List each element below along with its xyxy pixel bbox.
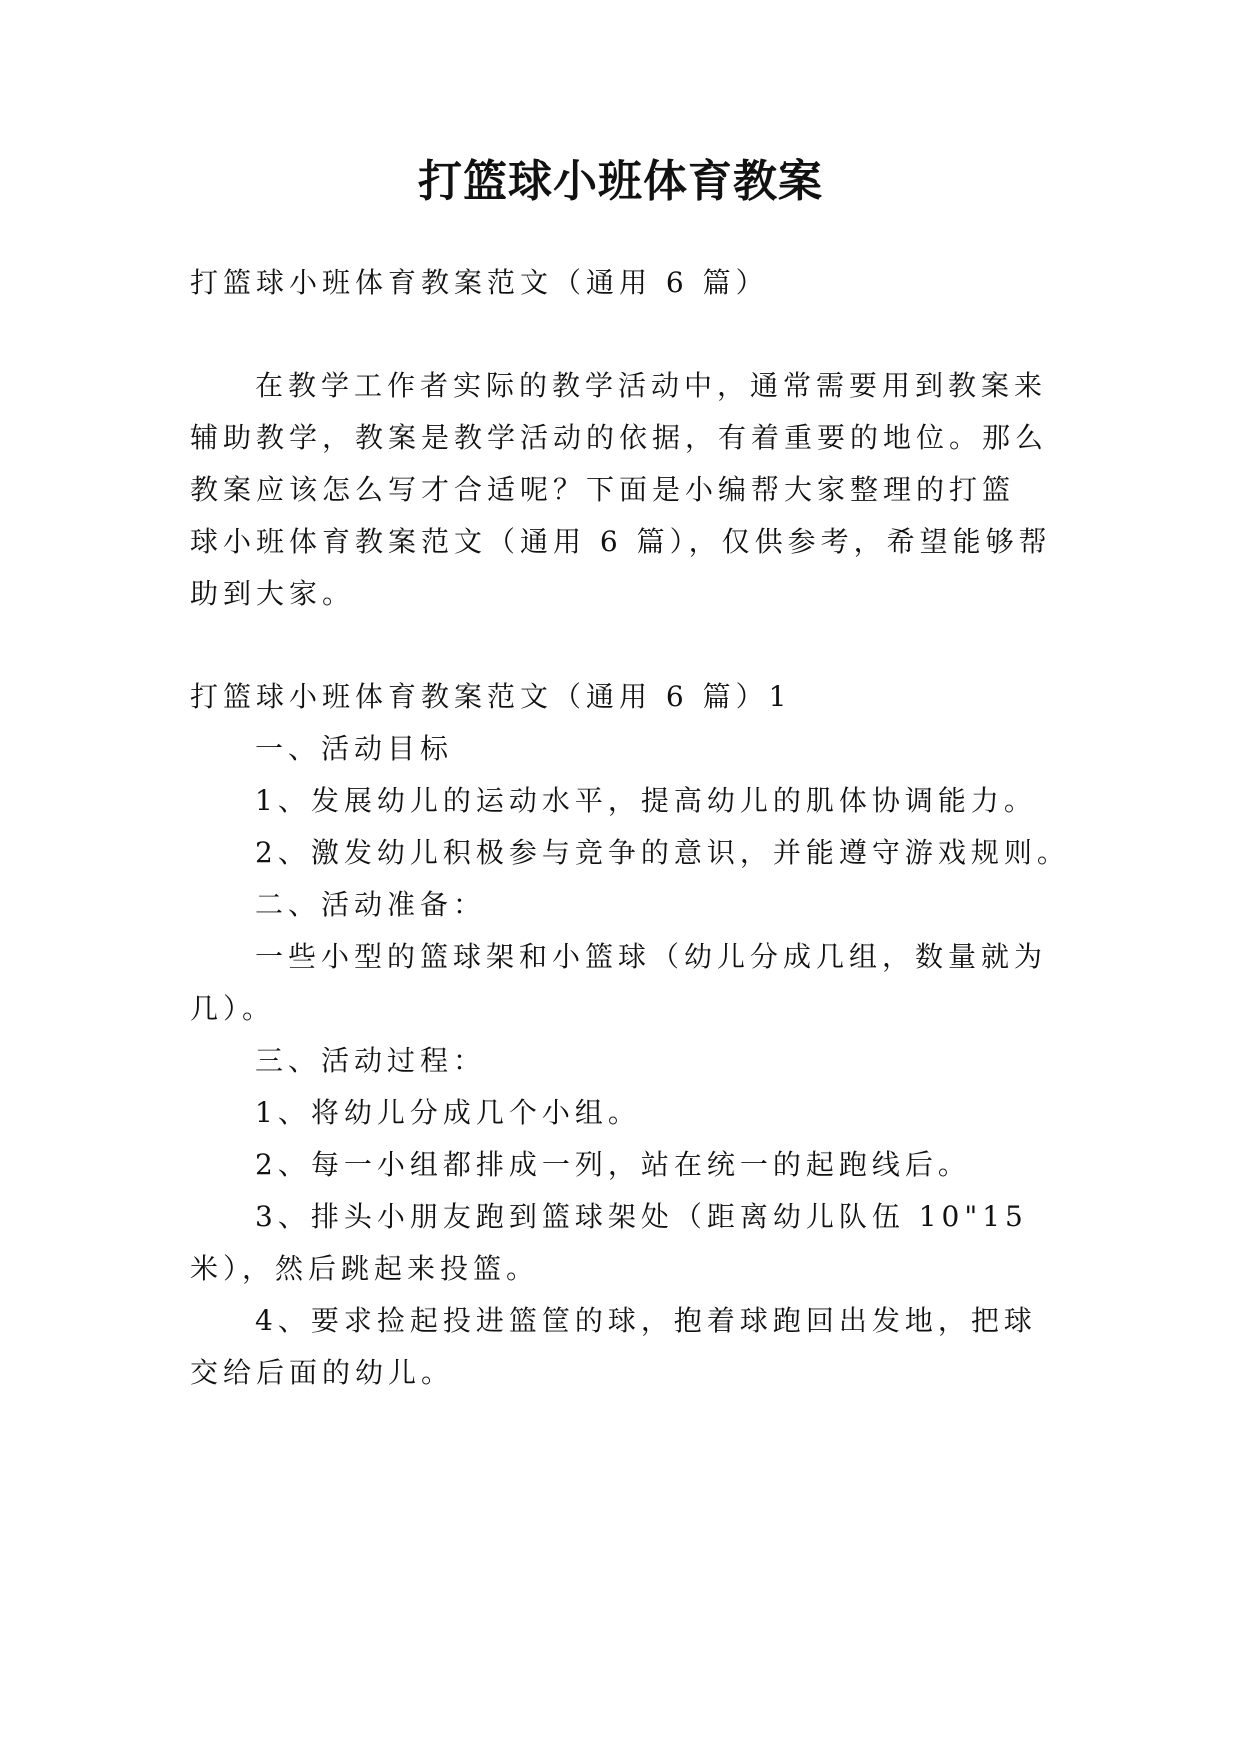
body-line-6: 几）。	[190, 992, 276, 1025]
body-line-11: 米），然后跳起来投篮。	[190, 1252, 540, 1285]
body-line-7: 三、活动过程：	[255, 1044, 487, 1077]
section-heading: 打篮球小班体育教案范文（通用 6 篇）1	[190, 680, 792, 713]
body-line-3: 2、激发幼儿积极参与竞争的意识，并能遵守游戏规则。	[255, 836, 1070, 869]
body-line-8: 1、将幼儿分成几个小组。	[255, 1096, 641, 1129]
intro-line-4: 球小班体育教案范文（通用 6 篇），仅供参考，希望能够帮	[190, 525, 1052, 558]
body-line-10: 3、排头小朋友跑到篮球架处（距离幼儿队伍 10"15	[255, 1200, 1028, 1233]
intro-line-2: 辅助教学，教案是教学活动的依据，有着重要的地位。那么	[190, 421, 1049, 454]
body-line-12: 4、要求捡起投进篮筐的球，抱着球跑回出发地，把球	[255, 1304, 1037, 1337]
body-line-4: 二、活动准备：	[255, 888, 487, 921]
intro-line-3: 教案应该怎么写才合适呢？下面是小编帮大家整理的打篮	[190, 473, 1016, 506]
intro-line-1: 在教学工作者实际的教学活动中，通常需要用到教案来	[255, 369, 1048, 402]
body-line-5: 一些小型的篮球架和小篮球（幼儿分成几组，数量就为	[255, 940, 1048, 973]
document-title: 打篮球小班体育教案	[418, 156, 823, 207]
document-subtitle: 打篮球小班体育教案范文（通用 6 篇）	[190, 266, 769, 299]
body-line-2: 1、发展幼儿的运动水平，提高幼儿的肌体协调能力。	[255, 784, 1037, 817]
intro-line-5: 助到大家。	[190, 577, 356, 610]
body-line-13: 交给后面的幼儿。	[190, 1356, 455, 1389]
body-line-9: 2、每一小组都排成一列，站在统一的起跑线后。	[255, 1148, 971, 1181]
body-line-1: 一、活动目标	[255, 732, 454, 765]
